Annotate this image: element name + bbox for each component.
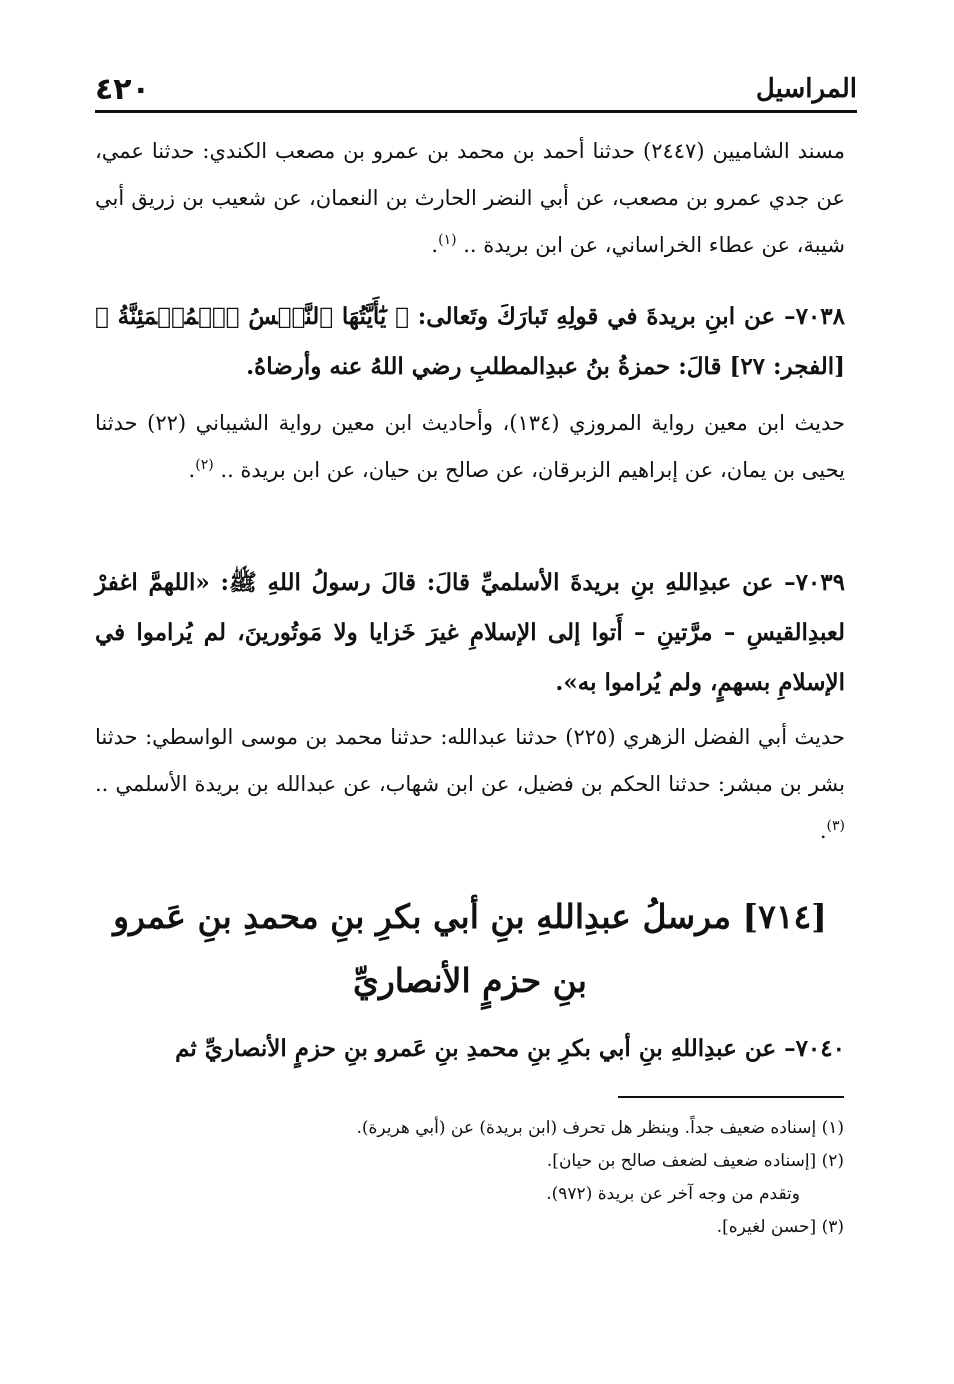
page-number: ٤٢٠ <box>95 72 150 107</box>
footnote-1: (١) إسناده ضعيف جداً. وينظر هل تحرف (ابن بريدة) عن (أبي هريرة). <box>356 1118 844 1138</box>
footnote-rule <box>618 1096 844 1098</box>
isnad-text: حديث ابن معين رواية المروزي (١٣٤)، وأحاديث ابن معين رواية الشيباني (٢٢) حدثنا يحيى بن يمان، عن إبراهيم الزبرقان، عن صالح بن حيان، عن ابن بريدة .. <box>95 411 845 482</box>
sentence-end: . <box>188 458 196 482</box>
header-rule <box>95 110 857 113</box>
footnote-ref-2: (٢) <box>195 457 214 473</box>
isnad-text: مسند الشاميين (٢٤٤٧) حدثنا أحمد بن محمد بن عمرو بن مصعب الكندي: حدثنا عمي، عن جدي عمرو بن مصعب، عن أبي النضر الحارث بن النعمان، عن شعيب بن زريق أبي شيبة، عن عطاء الخراساني، عن ابن بريدة .. <box>95 139 845 257</box>
page-header <box>95 72 857 112</box>
footnote-2-continued: وتقدم من وجه آخر عن بريدة (٩٧٢). <box>546 1184 800 1204</box>
isnad-paragraph-3 <box>95 714 845 855</box>
isnad-paragraph-1 <box>95 128 845 269</box>
isnad-text: حديث أبي الفضل الزهري (٢٢٥) حدثنا عبدالله: حدثنا محمد بن موسى الواسطي: حدثنا بشر بن مبشر: حدثنا الحكم بن فضيل، عن ابن شهاب، عن عبدالله بن بريدة الأسلمي .. <box>95 725 845 796</box>
isnad-paragraph-2 <box>95 400 845 494</box>
running-title: المراسيل <box>755 74 857 104</box>
footnotes <box>104 1112 844 1244</box>
footnote-ref-1: (١) <box>438 232 457 248</box>
hadith-entry-7038: ٧٠٣٨– عن ابنِ بريدةَ في قولِهِ تَبارَكَ وتَعالى: ﴿ يَٰٓأَيَّتُهَا ٱلنَّفۡسُ ٱلۡمُطۡمَئِنَّةُ ﴾ [الفجر: ٢٧] قالَ: حمزةُ بنُ عبدِالمطلبِ رضي اللهُ عنه وأرضاهُ. <box>95 303 845 380</box>
footnote-2: (٢) [إسناده ضعيف لضعف صالح بن حيان]. <box>546 1151 844 1171</box>
chapter-heading: [٧١٤] مرسلُ عبدِاللهِ بنِ أبي بكرِ بنِ محمدِ بنِ عَمرو بنِ حزمٍ الأنصاريِّ <box>113 897 827 1000</box>
sentence-end: . <box>431 233 439 257</box>
hadith-entry-7040: ٧٠٤٠– عن عبدِاللهِ بنِ أبي بكرِ بنِ محمدِ بنِ عَمرو بنِ حزمٍ الأنصاريِّ ثم <box>175 1035 845 1062</box>
footnote-ref-3: (٣) <box>826 818 845 834</box>
footnote-3: (٣) [حسن لغيره]. <box>716 1217 844 1237</box>
sentence-end: . <box>819 819 827 843</box>
hadith-entry-7039: ٧٠٣٩– عن عبدِاللهِ بنِ بريدةَ الأسلميِّ قالَ: قالَ رسولُ اللهِ ﷺ: «اللهمَّ اغفرْ لعبدِالقيسِ – مرَّتينِ – أَتوا إلى الإسلامِ غيرَ خَزايا ولا مَوتُورينَ، لم يُراموا في الإسلامِ بسهمٍ، ولم يُراموا به». <box>95 569 845 696</box>
